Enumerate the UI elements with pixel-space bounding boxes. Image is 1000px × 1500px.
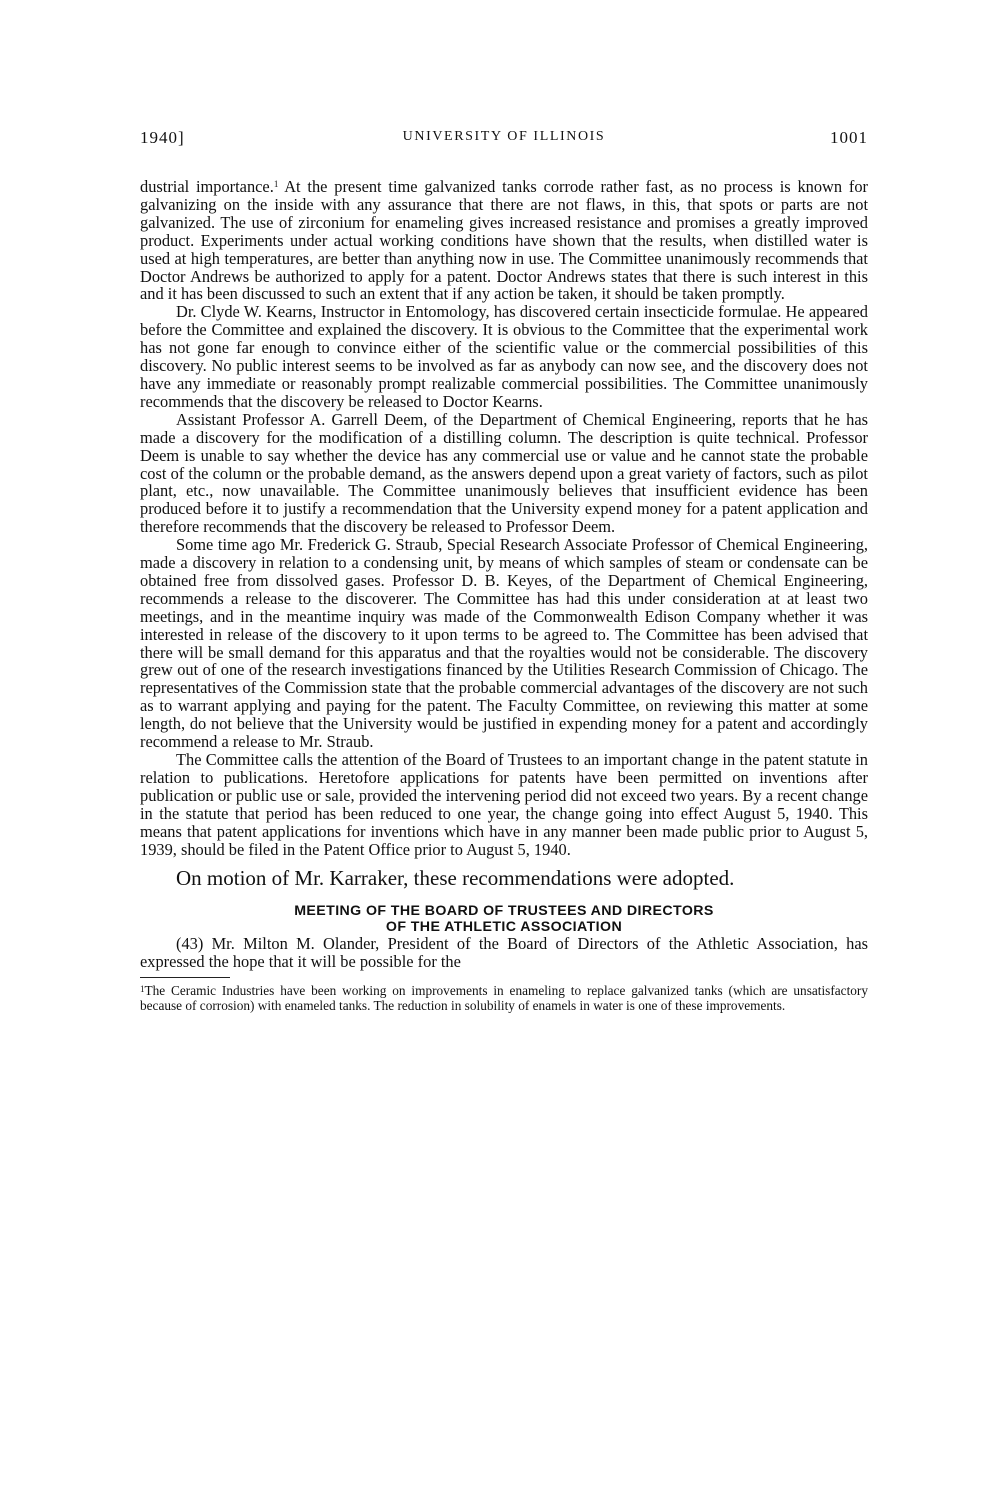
running-header	[140, 128, 868, 154]
section-heading-line: MEETING OF THE BOARD OF TRUSTEES AND DIRECTORS	[294, 903, 714, 920]
header-institution: UNIVERSITY OF ILLINOIS	[402, 129, 606, 144]
paragraph-text: At the present time galvanized tanks corrode rather fast, as no process is known for galvanizing on the inside with any assurance that there are not flaws, in this, that spots or parts are not galvanized. The use of zirconium for enameling gives increased resistance and promises a greatly improved product. Experiments under actual working conditions have shown that the results, when distilled water is used at high temperatures, are better than anything now in use. The Committee unanimously recommends that Doctor Andrews be authorized to apply for a patent. Doctor Andrews states that there is such interest in this and it has been discussed to such an extent that if any action be taken, it should be taken promptly.	[140, 177, 868, 304]
header-year: 1940]	[140, 128, 185, 147]
footnote-reference: 1	[273, 179, 279, 189]
document-page	[140, 128, 868, 1013]
page-number: 1001	[830, 128, 868, 147]
paragraph-straub: Some time ago Mr. Frederick G. Straub, Special Research Associate Professor of Chemical Engineering, made a discovery in relation to a condensing unit, by means of which samples of steam or condensate can be obtained free from dissolved gases. Professor D. B. Keyes, of the Department of Chemical Engineering, recommends a release to the discoverer. The Committee has had this under consideration at at least two meetings, and in the meantime inquiry was made of the Commonwealth Edison Company whether it was interested in release of the discovery to it upon terms to be agreed to. The Committee has been advised that there will be small demand for this apparatus and that the royalties would not be considerable. The discovery grew out of one of the research investigations financed by the Utilities Research Commission of Chicago. The representatives of the Commission state that the probable commercial advantages of the discovery are not such as to warrant applying and paying for the patent. The Faculty Committee, on reviewing this matter at some length, do not believe that the University would be justified in expending money for a patent and accordingly recommend a release to Mr. Straub.	[140, 535, 868, 752]
section-heading-line: OF THE ATHLETIC ASSOCIATION	[385, 918, 623, 935]
paragraph-kearns: Dr. Clyde W. Kearns, Instructor in Entomology, has discovered certain insecticide formulae. He appeared before the Committee and explained the discovery. It is obvious to the Committee that the experimental work has not gone far enough to convince either of the scientific value or the commercial possibilities of this discovery. No public interest seems to be involved as far as anybody can now see, and the discovery does not have any immediate or reasonably prompt realizable commercial possibilities. The Committee unanimously recommends that the discovery be released to Doctor Kearns.	[140, 302, 868, 411]
paragraph-deem: Assistant Professor A. Garrell Deem, of the Department of Chemical Engineering, reports that he has made a discovery for the modification of a distilling column. The description is quite technical. Professor Deem is unable to say whether the device has any commercial use or value and he cannot state the probable cost of the column or the probable demand, as the answers depend upon a great variety of factors, such as pilot plant, etc., now unavailable. The Committee unanimously believes that insufficient evidence has been produced before it to justify a recommendation that the University expend money for a patent application and therefore recommends that the discovery be released to Professor Deem.	[140, 409, 868, 537]
motion-statement: On motion of Mr. Karraker, these recommendations were adopted.	[176, 866, 735, 891]
footnote-mark: 1	[140, 984, 145, 995]
footnote	[140, 984, 868, 1013]
paragraph-continued	[140, 178, 868, 303]
paragraph-patent-statute: The Committee calls the attention of the Board of Trustees to an important change in the patent statute in relation to publications. Heretofore applications for patents have been permitted on inventions after publication or public use or sale, provided the intervening period did not exceed two years. By a recent change in the statute that period has been reduced to one year, the change going into effect August 5, 1940. This means that patent applications for inventions which have in any manner been made public prior to August 5, 1939, should be filed in the Patent Office prior to August 5, 1940.	[140, 750, 868, 859]
section-heading	[140, 904, 868, 935]
footnote-text: The Ceramic Industries have been working on improvements in enameling to replace galvanized tanks (which are unsatisfactory because of corrosion) with enameled tanks. The reduction in solubility of enamels in water is one of these improvements.	[140, 983, 868, 1013]
paragraph-text: dustrial importance.	[140, 177, 274, 196]
footnote-divider	[140, 977, 230, 978]
body-text	[140, 178, 868, 971]
paragraph-item-43: (43) Mr. Milton M. Olander, President of the Board of Directors of the Athletic Association, has expressed the hope that it will be possible for the	[140, 934, 868, 972]
